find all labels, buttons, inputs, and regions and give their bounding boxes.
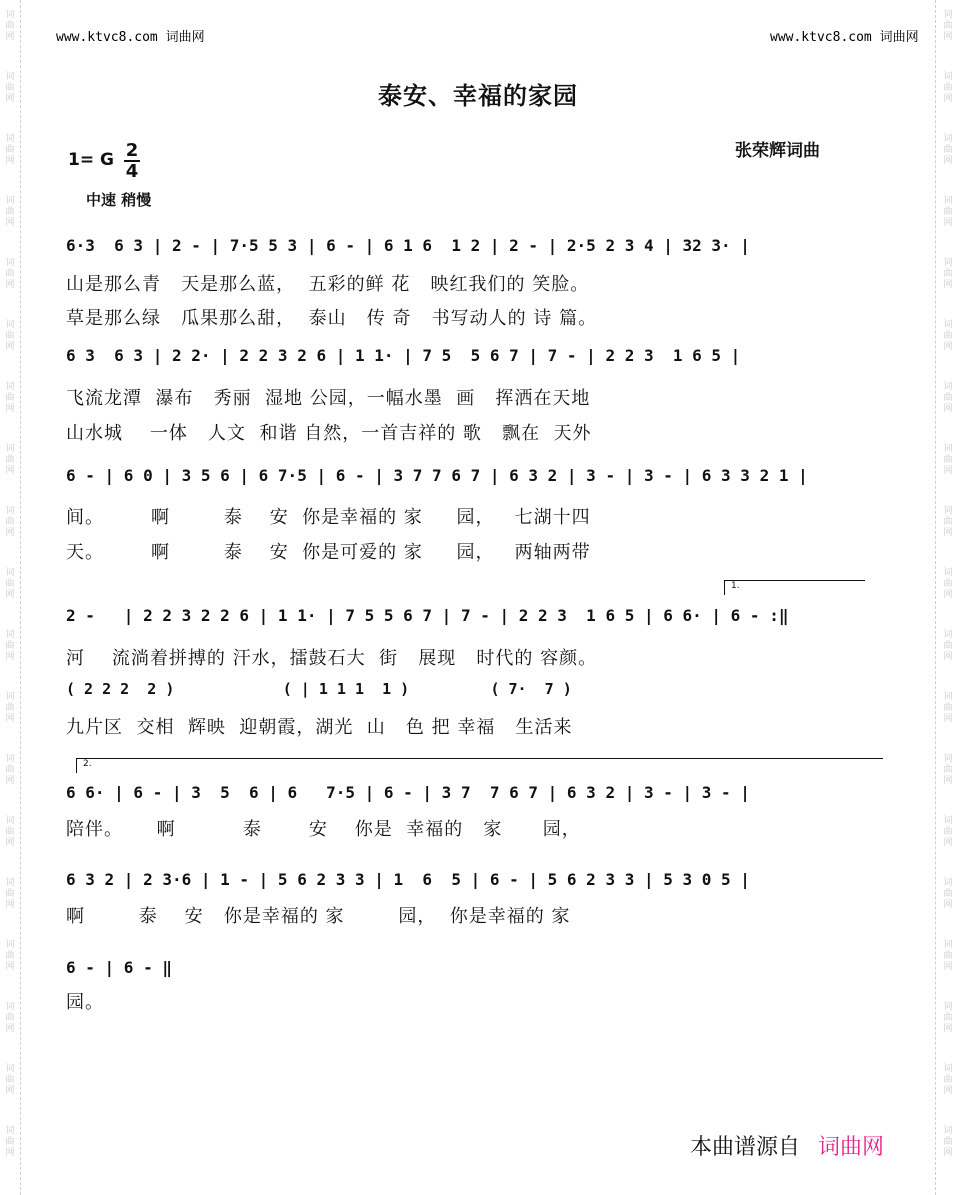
lyric-line: 草是那么绿 瓜果那么甜， 泰山 传 奇 书写动人的 诗 篇。: [66, 308, 598, 329]
side-watermark-text: 词 曲 网: [5, 382, 15, 414]
side-watermark-text: 词 曲 网: [943, 196, 953, 228]
side-watermark-text: 词 曲 网: [5, 1002, 15, 1034]
alternate-notation-line: ( 2 2 2 2 ) ( | 1 1 1 1 ) ( 7· 7 ): [66, 680, 572, 698]
notation-line: 6 - | 6 - ‖: [66, 958, 172, 977]
side-watermark-text: 词 曲 网: [5, 692, 15, 724]
side-watermark-text: 词 曲 网: [5, 196, 15, 228]
side-watermark-text: 词 曲 网: [943, 1002, 953, 1034]
time-signature-top: 2: [125, 140, 139, 161]
song-title: 泰安、幸福的家园: [378, 82, 578, 110]
notation-line: 6·3 6 3 | 2 - | 7·5 5 3 | 6 - | 6 1 6 1 2 | 2 - | 2·5 2 3 4 | 32 3· |: [66, 236, 750, 255]
side-watermark-text: 词 曲 网: [5, 940, 15, 972]
side-watermark-text: 词 曲 网: [5, 816, 15, 848]
side-watermark-text: 词 曲 网: [5, 72, 15, 104]
side-watermark-text: 词 曲 网: [943, 1064, 953, 1096]
lyric-line: 山是那么青 天是那么蓝， 五彩的鲜 花 映红我们的 笑脸。: [66, 274, 590, 295]
side-watermark-text: 词 曲 网: [943, 320, 953, 352]
side-watermark-text: 词 曲 网: [943, 134, 953, 166]
side-watermark-text: 词 曲 网: [943, 568, 953, 600]
source-label: 本曲谱源自: [690, 1135, 801, 1160]
side-watermark-text: 词 曲 网: [5, 258, 15, 290]
lyric-line: 啊 泰 安 你是幸福的 家 园， 你是幸福的 家: [66, 906, 571, 927]
side-watermark-text: 词 曲 网: [5, 444, 15, 476]
volta-bracket-1: 1.: [724, 580, 865, 595]
lyric-line: 间。 啊 泰 安 你是幸福的 家 园， 七湖十四: [66, 507, 591, 528]
key-signature: 1= G: [68, 150, 114, 170]
lyric-line: 园。: [66, 992, 104, 1013]
side-watermark-text: 词 曲 网: [943, 630, 953, 662]
side-watermark-text: 词 曲 网: [5, 568, 15, 600]
side-watermark-text: 词 曲 网: [943, 382, 953, 414]
lyric-line: 陪伴。 啊 泰 安 你是 幸福的 家 园，: [66, 819, 581, 840]
composer-credit: 张荣辉词曲: [735, 141, 820, 161]
time-signature-bottom: 4: [125, 161, 139, 182]
side-watermark-text: 词 曲 网: [943, 878, 953, 910]
side-watermark-text: 词 曲 网: [5, 878, 15, 910]
side-watermark-text: 词 曲 网: [943, 444, 953, 476]
volta-bracket-2: 2.: [76, 758, 883, 773]
brand-link[interactable]: 词曲网: [818, 1135, 885, 1160]
side-watermark-text: 词 曲 网: [5, 1064, 15, 1096]
side-watermark-text: 词 曲 网: [943, 72, 953, 104]
lyric-line: 飞流龙潭 瀑布 秀丽 湿地 公园，一幅水墨 画 挥洒在天地: [66, 388, 591, 409]
side-watermark-text: 词 曲 网: [5, 1126, 15, 1158]
side-watermark-text: 词 曲 网: [943, 816, 953, 848]
side-watermark-text: 词 曲 网: [943, 1126, 953, 1158]
time-signature: [124, 141, 140, 181]
notation-line: 6 6· | 6 - | 3 5 6 | 6 7·5 | 6 - | 3 7 7 6 7 | 6 3 2 | 3 - | 3 - |: [66, 783, 750, 802]
side-watermark-text: 词 曲 网: [943, 10, 953, 42]
side-watermark-text: 词 曲 网: [943, 940, 953, 972]
side-watermark-text: 词 曲 网: [943, 754, 953, 786]
side-watermark-text: 词 曲 网: [5, 320, 15, 352]
notation-line: 6 3 6 3 | 2 2· | 2 2 3 2 6 | 1 1· | 7 5 5 6 7 | 7 - | 2 2 3 1 6 5 |: [66, 346, 741, 365]
side-watermark-text: 词 曲 网: [5, 630, 15, 662]
lyric-line: 河 流淌着拼搏的 汗水，擂鼓石大 街 展现 时代的 容颜。: [66, 648, 598, 669]
side-watermark-text: 词 曲 网: [943, 258, 953, 290]
lyric-line: 天。 啊 泰 安 你是可爱的 家 园， 两轴两带: [66, 542, 591, 563]
notation-line: 2 - | 2 2 3 2 2 6 | 1 1· | 7 5 5 6 7 | 7 - | 2 2 3 1 6 5 | 6 6· | 6 - :‖: [66, 606, 789, 625]
source-footer: [690, 1130, 884, 1161]
alternate-lyric-line: 九片区 交相 辉映 迎朝霞，湖光 山 色 把 幸福 生活来: [66, 717, 573, 738]
left-watermark-strip: [0, 0, 21, 1195]
site-watermark-left: www.ktvc8.com 词曲网: [56, 30, 205, 45]
notation-line: 6 - | 6 0 | 3 5 6 | 6 7·5 | 6 - | 3 7 7 6 7 | 6 3 2 | 3 - | 3 - | 6 3 3 2 1 |: [66, 466, 808, 485]
side-watermark-text: 词 曲 网: [943, 692, 953, 724]
side-watermark-text: 词 曲 网: [5, 10, 15, 42]
side-watermark-text: 词 曲 网: [943, 506, 953, 538]
side-watermark-text: 词 曲 网: [5, 754, 15, 786]
side-watermark-text: 词 曲 网: [5, 134, 15, 166]
site-watermark-right: www.ktvc8.com 词曲网: [770, 30, 919, 45]
side-watermark-text: 词 曲 网: [5, 506, 15, 538]
lyric-line: 山水城 一体 人文 和谐 自然，一首吉祥的 歌 飘在 天外: [66, 423, 592, 444]
tempo-marking: 中速 稍慢: [86, 191, 152, 209]
notation-line: 6 3 2 | 2 3·6 | 1 - | 5 6 2 3 3 | 1 6 5 | 6 - | 5 6 2 3 3 | 5 3 0 5 |: [66, 870, 750, 889]
right-watermark-strip: [935, 0, 956, 1195]
